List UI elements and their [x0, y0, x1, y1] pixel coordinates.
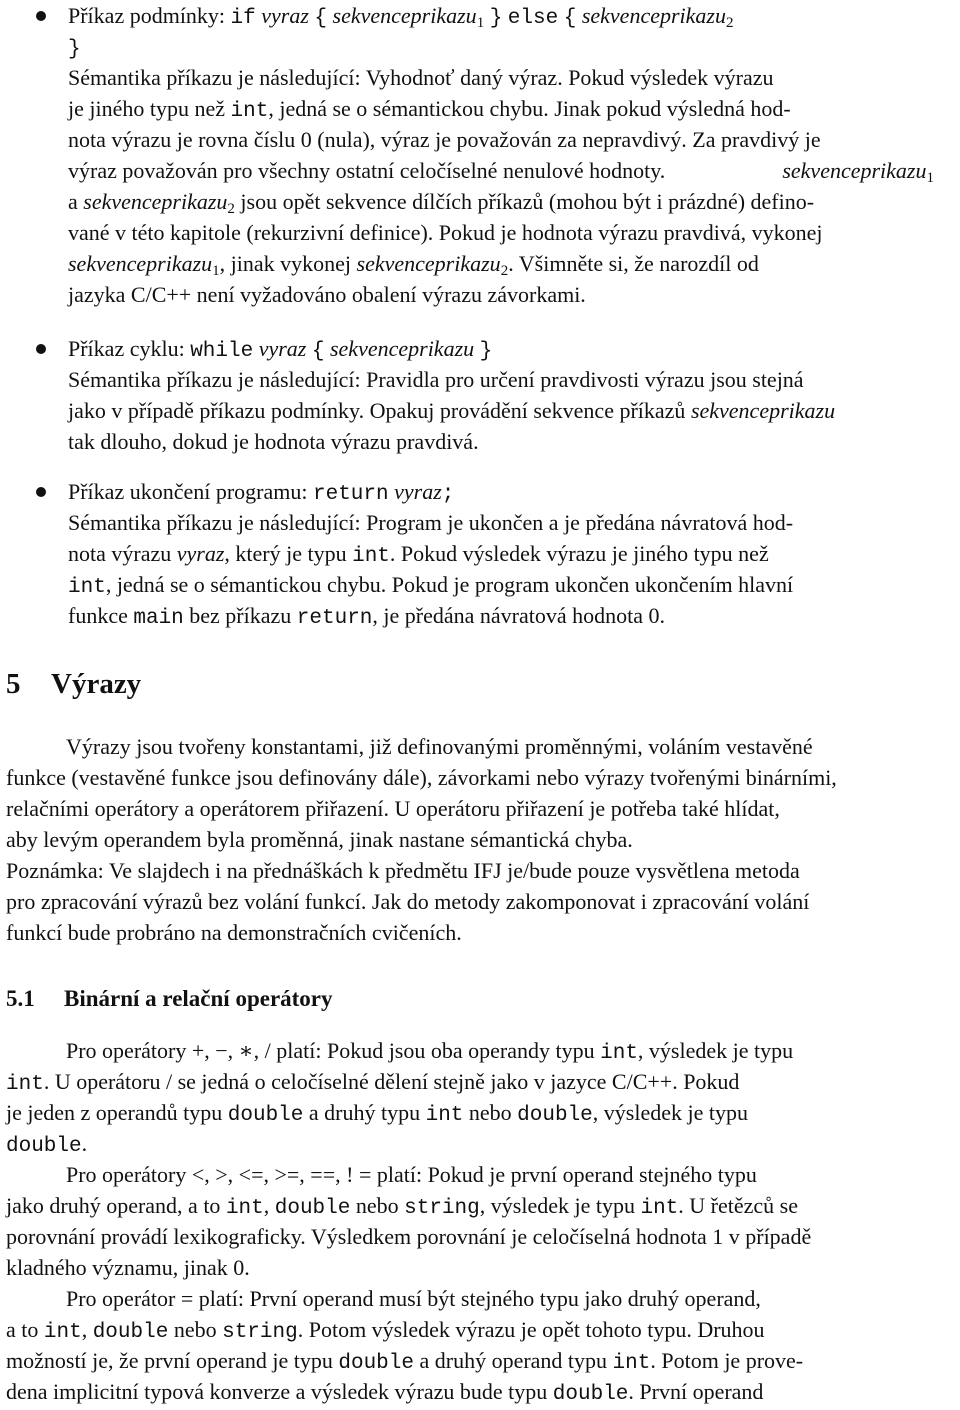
text-run: Pro operátory: [66, 1162, 192, 1187]
operators-relational: <, >, <=, >=, ==, ! =: [191, 1162, 372, 1187]
brace-open: {: [311, 340, 325, 363]
section-title: Výrazy: [51, 668, 142, 700]
text-run: a to: [6, 1317, 44, 1342]
text-run: nota výrazu: [68, 541, 177, 566]
text-run: nebo: [463, 1100, 518, 1125]
paragraph-line: [6, 1097, 748, 1131]
kw-else: else: [507, 7, 559, 30]
code-int: int: [612, 1352, 651, 1375]
return-heading: Příkaz ukončení programu:: [68, 479, 313, 504]
subscript-2: 2: [500, 263, 509, 279]
text-line: jazyka C/C++ není vyžadováno obalení výrazu závorkami.: [68, 282, 586, 307]
subscript-2: 2: [227, 201, 235, 217]
text-line: tak dlouho, dokud je hodnota výrazu pravdivá.: [68, 429, 479, 454]
note-line: Poznámka: Ve slajdech i na přednáškách k předmětu IFJ je/bude pouze vysvětlena metoda: [6, 858, 800, 883]
subsection-title: Binární a relační operátory: [64, 986, 333, 1011]
paragraph-line: [66, 1283, 761, 1314]
code-double: double: [274, 1197, 351, 1220]
var-vyraz: vyraz: [176, 541, 225, 566]
text-run: platí: První operand musí být stejného typu jako druhý operand,: [193, 1286, 761, 1311]
kw-while: while: [190, 340, 254, 363]
paragraph-line: kladného významu, jinak 0.: [6, 1255, 250, 1280]
text-line: [68, 600, 665, 634]
operators-arith: +, −, ∗, /: [191, 1038, 271, 1063]
text-line: nota výrazu je rovna číslu 0 (nula), výraz je považován za nepravdivý. Za pravdivý je: [68, 127, 821, 152]
text-run: výraz považován pro všechny ostatní celočíselné nenulové hodnoty.: [68, 158, 666, 183]
brace-close: }: [489, 7, 503, 30]
subscript-1: 1: [926, 170, 934, 186]
text-run: nebo: [168, 1317, 223, 1342]
kw-if: if: [230, 7, 256, 30]
text-run: jako v případě příkazu podmínky. Opakuj provádění sekvence příkazů: [68, 398, 691, 423]
var-seq: sekvenceprikazu: [782, 158, 927, 183]
code-string: string: [404, 1197, 480, 1220]
text-run: . Potom výsledek výrazu je opět tohoto typu. Druhou: [297, 1317, 765, 1342]
code-int: int: [600, 1042, 638, 1065]
paragraph-line: [6, 1190, 798, 1224]
code-double: double: [552, 1383, 629, 1406]
section-number: 5: [6, 668, 21, 700]
note-line: funkcí bude probráno na demonstračních cvičeních.: [6, 920, 462, 945]
code-int: int: [68, 576, 106, 599]
text-run: , jinak vykonej: [219, 251, 357, 276]
code-int: int: [225, 1197, 264, 1220]
text-run: a druhý typu: [303, 1100, 426, 1125]
if-syntax-line: [68, 0, 733, 34]
text-run: . První operand: [628, 1379, 764, 1404]
code-int: int: [230, 100, 269, 123]
paragraph-line: [66, 1159, 757, 1190]
text-run: dena implicitní typová konverze a výsledek výrazu bude typu: [6, 1379, 553, 1404]
code-double: double: [338, 1352, 414, 1375]
return-syntax-line: [68, 476, 454, 510]
var-seq: sekvenceprikazu: [356, 251, 501, 276]
text-run: a: [68, 189, 84, 214]
subscript-1: 1: [212, 263, 220, 279]
subsection-heading: [6, 986, 333, 1012]
bullet-marker: [36, 487, 46, 497]
text-run: a druhý operand typu: [413, 1348, 613, 1373]
text-run: je jiného typu než: [68, 96, 231, 121]
code-double: double: [227, 1104, 304, 1127]
code-int: int: [6, 1073, 44, 1096]
text-run: funkce: [68, 603, 134, 628]
text-run: . Potom je prove-: [650, 1348, 804, 1373]
text-run: je jeden z operandů typu: [6, 1100, 228, 1125]
text-run: možností je, že první operand je typu: [6, 1348, 339, 1373]
text-line: Sémantika příkazu je následující: Pravidla pro určení pravdivosti výrazu jsou stejná: [68, 367, 804, 392]
while-heading: Příkaz cyklu:: [68, 336, 191, 361]
subscript-2: 2: [725, 15, 734, 31]
text-run: platí: Pokud je první operand stejného typu: [371, 1162, 757, 1187]
text-run: ,: [263, 1193, 275, 1218]
var-seq: sekvenceprikazu: [83, 189, 228, 214]
text-run: . U operátoru / se jedná o celočíselné dělení stejně jako v jazyce C/C++. Pokud: [43, 1069, 740, 1094]
code-double: double: [517, 1104, 593, 1127]
brace-open: {: [563, 7, 577, 30]
code-int: int: [352, 545, 390, 568]
text-run: . U řetězců se: [678, 1193, 798, 1218]
text-line: Sémantika příkazu je následující: Vyhodnoť daný výraz. Pokud výsledek výrazu: [68, 65, 774, 90]
if-heading: Příkaz podmínky:: [68, 3, 231, 28]
seq-ref: [782, 155, 934, 186]
paragraph-line: funkce (vestavěné funkce jsou definovány dále), závorkami nebo výrazy tvořenými binárními,: [6, 765, 837, 790]
kw-return: return: [313, 483, 389, 506]
text-run: , výsledek je typu: [592, 1100, 748, 1125]
text-run: jsou opět sekvence dílčích příkazů (mohou být i prázdné) defino-: [234, 189, 815, 214]
code-double: double: [92, 1321, 169, 1344]
text-run: ,: [81, 1317, 93, 1342]
subsection-number: 5.1: [6, 986, 35, 1011]
text-line: [68, 569, 793, 603]
text-run: nebo: [350, 1193, 405, 1218]
code-main: main: [133, 607, 184, 630]
bullet-marker: [36, 11, 46, 21]
paragraph-line: [6, 1376, 763, 1410]
bullet-marker: [36, 344, 46, 354]
text-run: bez příkazu: [183, 603, 297, 628]
paragraph-line: [6, 1128, 87, 1162]
text-line: [68, 186, 814, 217]
text-run: jako druhý operand, a to: [6, 1193, 226, 1218]
text-run: , výsledek je typu: [637, 1038, 794, 1063]
paragraph-line: porovnání provádí lexikograficky. Výsledkem porovnání je celočíselná hodnota 1 v případě: [6, 1224, 812, 1249]
text-run: . Všimněte si, že narozdíl od: [508, 251, 759, 276]
semicolon: ;: [441, 483, 455, 506]
var-seq: sekvenceprikazu: [332, 3, 477, 28]
text-line: vané v této kapitole (rekurzivní definice). Pokud je hodnota výrazu pravdivá, vykonej: [68, 220, 823, 245]
subscript-1: 1: [476, 15, 485, 31]
code-string: string: [222, 1321, 298, 1344]
text-run: , výsledek je typu: [479, 1193, 641, 1218]
var-seq: sekvenceprikazu: [690, 398, 836, 423]
text-run: , je předána návratová hodnota 0.: [372, 603, 666, 628]
text-run: Pro operátory: [66, 1038, 192, 1063]
code-return: return: [296, 607, 373, 630]
paragraph-line: relačními operátory a operátorem přiřazení. U operátoru přiřazení je potřeba také hlídat,: [6, 796, 780, 821]
var-seq: sekvenceprikazu: [581, 3, 726, 28]
code-int: int: [640, 1197, 679, 1220]
text-run: platí: Pokud jsou oba operandy typu: [270, 1038, 601, 1063]
text-line: [68, 93, 791, 127]
var-vyraz: vyraz: [394, 479, 442, 504]
paragraph-line: [6, 1314, 765, 1348]
operator-assign: =: [180, 1286, 194, 1311]
text-run: , který je typu: [224, 541, 353, 566]
paragraph-line: Výrazy jsou tvořeny konstantami, již definovanými proměnnými, voláním vestavěné: [66, 734, 813, 759]
paragraph-line: [66, 1035, 793, 1069]
text-line: [68, 395, 835, 426]
text-run: .: [81, 1131, 88, 1156]
while-syntax-line: [68, 333, 492, 367]
note-line: pro zpracování výrazů bez volání funkcí. Jak do metody zakomponovat i zpracování volání: [6, 889, 810, 914]
text-line: [68, 248, 759, 279]
text-run: Pro operátor: [66, 1286, 181, 1311]
text-line: [68, 155, 934, 186]
text-line: [68, 538, 769, 572]
code-double: double: [6, 1135, 82, 1158]
code-int: int: [425, 1104, 464, 1127]
var-vyraz: vyraz: [258, 336, 307, 361]
paragraph-line: [6, 1066, 739, 1100]
var-vyraz: vyraz: [261, 3, 309, 28]
text-run: , jedná se o sémantickou chybu. Jinak pokud výsledná hod-: [268, 96, 791, 121]
section-heading: [6, 668, 141, 701]
text-run: . Pokud výsledek výrazu je jiného typu než: [389, 541, 769, 566]
brace-close: }: [479, 340, 493, 363]
if-syntax-line-cont: [68, 31, 81, 65]
var-seq: sekvenceprikazu: [68, 251, 213, 276]
paragraph-line: [6, 1345, 803, 1379]
brace-open: {: [314, 7, 328, 30]
brace-close: }: [68, 38, 81, 61]
text-line: Sémantika příkazu je následující: Program je ukončen a je předána návratová hod-: [68, 510, 794, 535]
var-seq: sekvenceprikazu: [329, 336, 475, 361]
code-int: int: [43, 1321, 82, 1344]
paragraph-line: aby levým operandem byla proměnná, jinak nastane sémantická chyba.: [6, 827, 633, 852]
text-run: , jedná se o sémantickou chybu. Pokud je program ukončen ukončením hlavní: [105, 572, 794, 597]
